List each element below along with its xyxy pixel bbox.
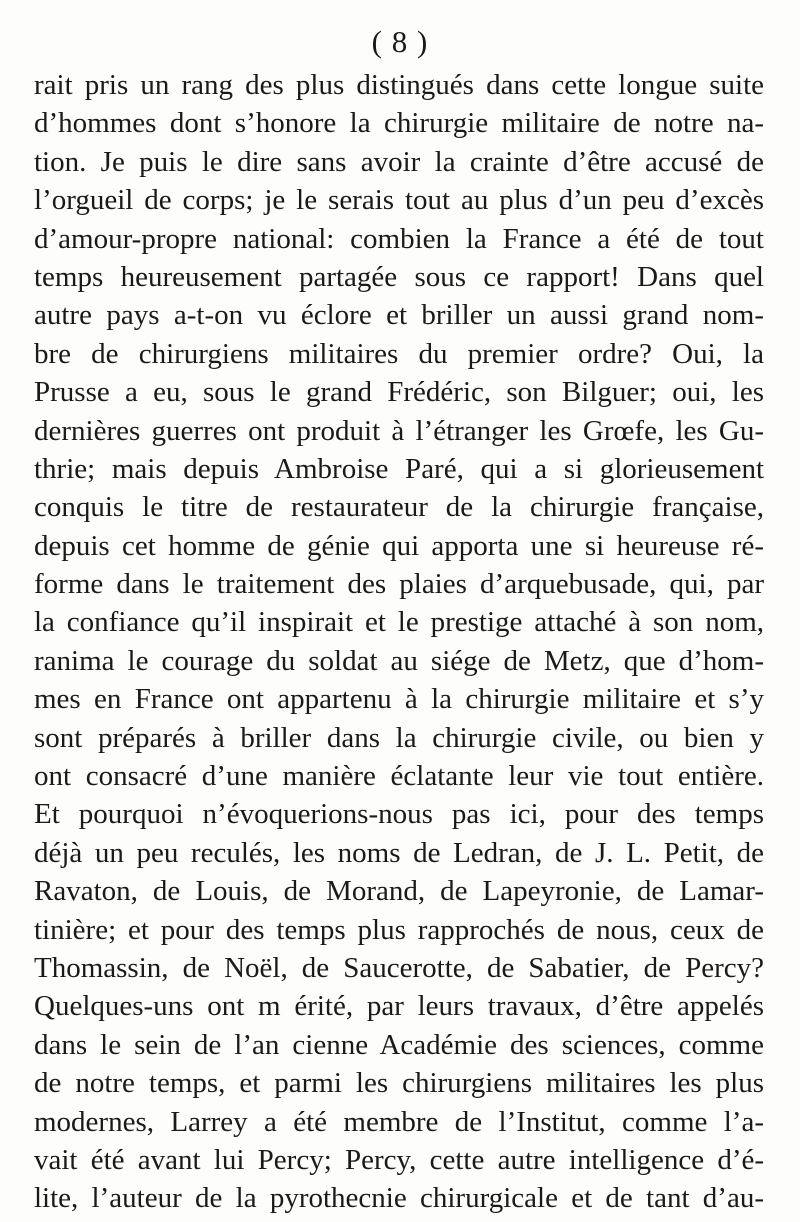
text-line: thrie; mais depuis Ambroise Paré, qui a si glorieusement	[34, 452, 764, 485]
text-line: de notre temps, et parmi les chirurgiens militaires les plus	[34, 1067, 764, 1100]
text-line: lite, l’auteur de la pyrothecnie chirurgicale et de tant d’au-	[34, 1182, 764, 1215]
text-line: l’orgueil de corps; je le serais tout au plus d’un peu d’excès	[34, 184, 764, 217]
text-line: Et pourquoi n’évoquerions-nous pas ici, pour des temps	[34, 798, 764, 831]
text-line: la confiance qu’il inspirait et le prestige attaché à son nom,	[34, 606, 764, 639]
text-line: Ravaton, de Louis, de Morand, de Lapeyronie, de Lamar-	[34, 875, 764, 908]
text-line: forme dans le traitement des plaies d’arquebusade, qui, par	[34, 568, 764, 601]
text-line: Prusse a eu, sous le grand Frédéric, son Bilguer; oui, les	[34, 376, 764, 409]
text-line: depuis cet homme de génie qui apporta une si heureuse ré-	[34, 529, 764, 562]
text-line: mes en France ont appartenu à la chirurgie militaire et s’y	[34, 683, 764, 716]
page-number: ( 8 )	[371, 24, 429, 59]
text-line: ranima le courage du soldat au siége de Metz, que d’hom-	[34, 644, 764, 677]
text-line: d’hommes dont s’honore la chirurgie militaire de notre na-	[34, 107, 764, 140]
text-line: rait pris un rang des plus distingués dans cette longue suite	[34, 69, 764, 101]
text-line: Thomassin, de Noël, de Saucerotte, de Sabatier, de Percy?	[34, 951, 764, 984]
text-line: conquis le titre de restaurateur de la chirurgie française,	[34, 491, 764, 524]
text-line: tinière; et pour des temps plus rapprochés de nous, ceux de	[34, 913, 764, 946]
text-line: dernières guerres ont produit à l’étranger les Grœfe, les Gu-	[34, 414, 764, 447]
text-line: temps heureusement partagée sous ce rapport! Dans quel	[34, 260, 764, 293]
text-line: vait été avant lui Percy; Percy, cette autre intelligence d’é-	[34, 1143, 764, 1176]
text-line: modernes, Larrey a été membre de l’Institut, comme l’a-	[34, 1105, 764, 1138]
text-line: d’amour-propre national: combien la France a été de tout	[34, 222, 764, 255]
text-line: déjà un peu reculés, les noms de Ledran, de J. L. Petit, de	[34, 836, 764, 869]
body-text	[34, 66, 764, 1218]
text-line: tion. Je puis le dire sans avoir la crainte d’être accusé de	[34, 145, 764, 178]
text-line: autre pays a-t-on vu éclore et briller un aussi grand nom-	[34, 299, 764, 332]
text-line: bre de chirurgiens militaires du premier ordre? Oui, la	[34, 337, 764, 370]
text-line: sont préparés à briller dans la chirurgie civile, ou bien y	[34, 721, 764, 754]
text-line: ont consacré d’une manière éclatante leur vie tout entière.	[34, 760, 764, 793]
text-line: Quelques-uns ont m érité, par leurs travaux, d’être appelés	[34, 990, 764, 1023]
text-line: dans le sein de l’an cienne Académie des sciences, comme	[34, 1028, 764, 1061]
